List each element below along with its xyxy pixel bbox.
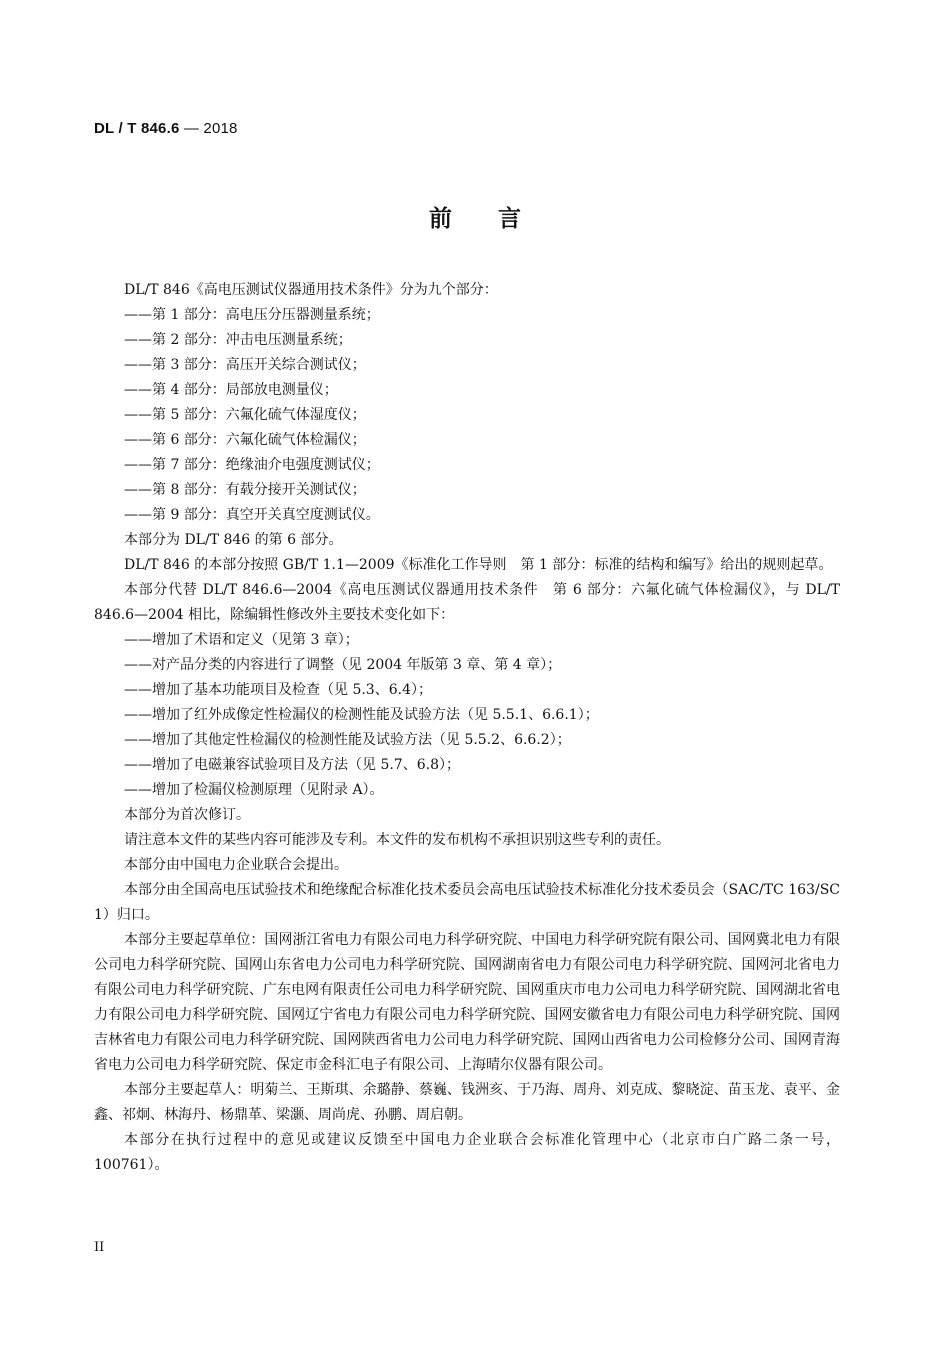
preface-body: [94, 278, 840, 1178]
list-item: ——第 1 部分：高电压分压器测量系统；: [124, 307, 380, 323]
list-item: ——增加了基本功能项目及检查（见 5.3、6.4）；: [124, 682, 432, 698]
list-item: ——第 5 部分：六氟化硫气体湿度仪；: [124, 407, 366, 423]
list-item: ——第 9 部分：真空开关真空度测试仪。: [124, 507, 380, 523]
page-title: 前言: [429, 206, 567, 232]
list-item: ——增加了检漏仪检测原理（见附录 A）。: [124, 782, 384, 798]
list-item: ——增加了术语和定义（见第 3 章）；: [124, 632, 359, 648]
list-item: ——第 3 部分：高压开关综合测试仪；: [124, 357, 366, 373]
paragraph: 本部分在执行过程中的意见或建议反馈至中国电力企业联合会标准化管理中心（北京市白广路二条一号，100761）。: [94, 1132, 840, 1173]
document-code-number: DL / T 846.6: [94, 120, 180, 137]
paragraph: 本部分代替 DL/T 846.6—2004《高电压测试仪器通用技术条件 第 6 部分：六氟化硫气体检漏仪》，与 DL/T 846.6—2004 相比，除编辑性修改外主要技术变化如下：: [94, 582, 840, 623]
list-item: ——增加了红外成像定性检漏仪的检测性能及试验方法（见 5.5.1、6.6.1）；: [124, 707, 599, 723]
list-item: ——增加了其他定性检漏仪的检测性能及试验方法（见 5.5.2、6.6.2）；: [124, 732, 571, 748]
page-number: II: [94, 1240, 105, 1255]
document-code-year: — 2018: [179, 120, 238, 137]
paragraph: 本部分由全国高电压试验技术和绝缘配合标准化技术委员会高电压试验技术标准化分技术委员会（SAC/TC 163/SC 1）归口。: [94, 882, 840, 923]
paragraph: 本部分主要起草人：明菊兰、王斯琪、余璐静、蔡巍、钱洲亥、于乃海、周舟、刘克成、黎晓淀、苗玉龙、袁平、金鑫、祁炯、林海丹、杨鼎革、梁灏、周尚虎、孙鹏、周启朝。: [94, 1082, 840, 1123]
list-item: ——对产品分类的内容进行了调整（见 2004 年版第 3 章、第 4 章）；: [124, 657, 562, 673]
list-item: ——第 8 部分：有载分接开关测试仪；: [124, 482, 366, 498]
paragraph: 本部分为首次修订。: [124, 807, 250, 823]
paragraph: DL/T 846《高电压测试仪器通用技术条件》分为九个部分：: [124, 282, 498, 298]
paragraph: 请注意本文件的某些内容可能涉及专利。本文件的发布机构不承担识别这些专利的责任。: [124, 832, 670, 848]
paragraph: DL/T 846 的本部分按照 GB/T 1.1—2009《标准化工作导则 第 1 部分：标准的结构和编写》给出的规则起草。: [124, 557, 833, 573]
paragraph: 本部分由中国电力企业联合会提出。: [124, 857, 348, 873]
list-item: ——增加了电磁兼容试验项目及方法（见 5.7、6.8）；: [124, 757, 460, 773]
paragraph: 本部分为 DL/T 846 的第 6 部分。: [124, 532, 343, 548]
paragraph: 本部分主要起草单位：国网浙江省电力有限公司电力科学研究院、中国电力科学研究院有限公司、国网冀北电力有限公司电力科学研究院、国网山东省电力公司电力科学研究院、国网湖南省电力有限公司电力科学研究院、国网河北省电力有限公司电力科学研究院、广东电网有限责任公司电力科学研究院、国网重庆市电力公司电力科学研究院、国网湖北省电力有限公司电力科学研究院、国网辽宁省电力有限公司电力科学研究院、国网安徽省电力有限公司电力科学研究院、国网吉林省电力有限公司电力科学研究院、国网陕西省电力公司电力科学研究院、国网山西省电力公司检修分公司、国网青海省电力公司电力科学研究院、保定市金科汇电子有限公司、上海晴尔仪器有限公司。: [94, 932, 840, 1073]
list-item: ——第 6 部分：六氟化硫气体检漏仪；: [124, 432, 366, 448]
list-item: ——第 7 部分：绝缘油介电强度测试仪；: [124, 457, 380, 473]
list-item: ——第 4 部分：局部放电测量仪；: [124, 382, 338, 398]
list-item: ——第 2 部分：冲击电压测量系统；: [124, 332, 352, 348]
document-code: [94, 120, 238, 137]
